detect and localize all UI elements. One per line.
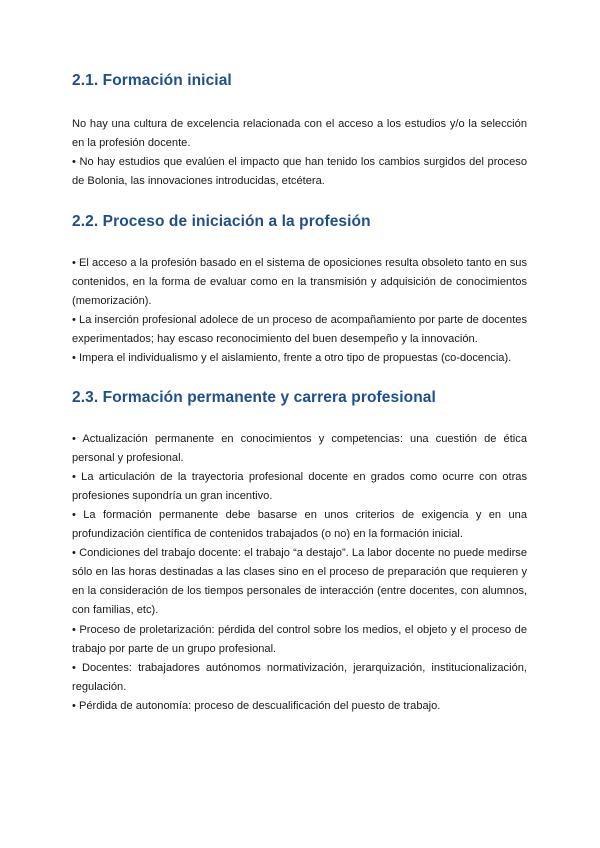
bullet-paragraph: • Impera el individualismo y el aislamiento, frente a otro tipo de propuestas (co-docencia). <box>72 352 512 364</box>
bullet-paragraph: • El acceso a la profesión basado en el sistema de oposiciones resulta obsoleto tanto en sus contenidos, en la forma de evaluar como en la transmisión y adquisición de conocimientos (memorización). <box>72 257 527 308</box>
section-heading-formacion-permanente: 2.3. Formación permanente y carrera profesional <box>72 389 436 406</box>
bullet-paragraph: • Proceso de proletarización: pérdida del control sobre los medios, el objeto y el proceso de trabajo por parte de un grupo profesional. <box>72 624 527 656</box>
bullet-paragraph: • Pérdida de autonomía: proceso de descualificación del puesto de trabajo. <box>72 700 441 712</box>
section-heading-proceso-iniciacion: 2.2. Proceso de iniciación a la profesión <box>72 213 371 230</box>
bullet-paragraph: • No hay estudios que evalúen el impacto que han tenido los cambios surgidos del proceso de Bolonia, las innovaciones introducidas, etcétera. <box>72 156 527 188</box>
bullet-paragraph: • Actualización permanente en conocimientos y competencias: una cuestión de ética personal y profesional. <box>72 433 527 465</box>
section-heading-formacion-inicial: 2.1. Formación inicial <box>72 72 232 89</box>
bullet-paragraph: • Condiciones del trabajo docente: el trabajo “a destajo”. La labor docente no puede medirse sólo en las horas destinadas a las clases sino en el proceso de preparación que requieren y en la consideración de los tiempos personales de interacción (entre docentes, con alumnos, con familias, etc). <box>72 547 527 617</box>
paragraph: No hay una cultura de excelencia relacionada con el acceso a los estudios y/o la selección en la profesión docente. <box>72 118 527 150</box>
bullet-paragraph: • La formación permanente debe basarse en unos criterios de exigencia y en una profundización científica de contenidos trabajados (o no) en la formación inicial. <box>72 509 527 541</box>
bullet-paragraph: • La inserción profesional adolece de un proceso de acompañamiento por parte de docentes experimentados; hay escaso reconocimiento del buen desempeño y la innovación. <box>72 314 527 346</box>
bullet-paragraph: • Docentes: trabajadores autónomos normativización, jerarquización, institucionalización, regulación. <box>72 662 527 694</box>
bullet-paragraph: • La articulación de la trayectoria profesional docente en grados como ocurre con otras profesiones supondría un gran incentivo. <box>72 471 527 503</box>
